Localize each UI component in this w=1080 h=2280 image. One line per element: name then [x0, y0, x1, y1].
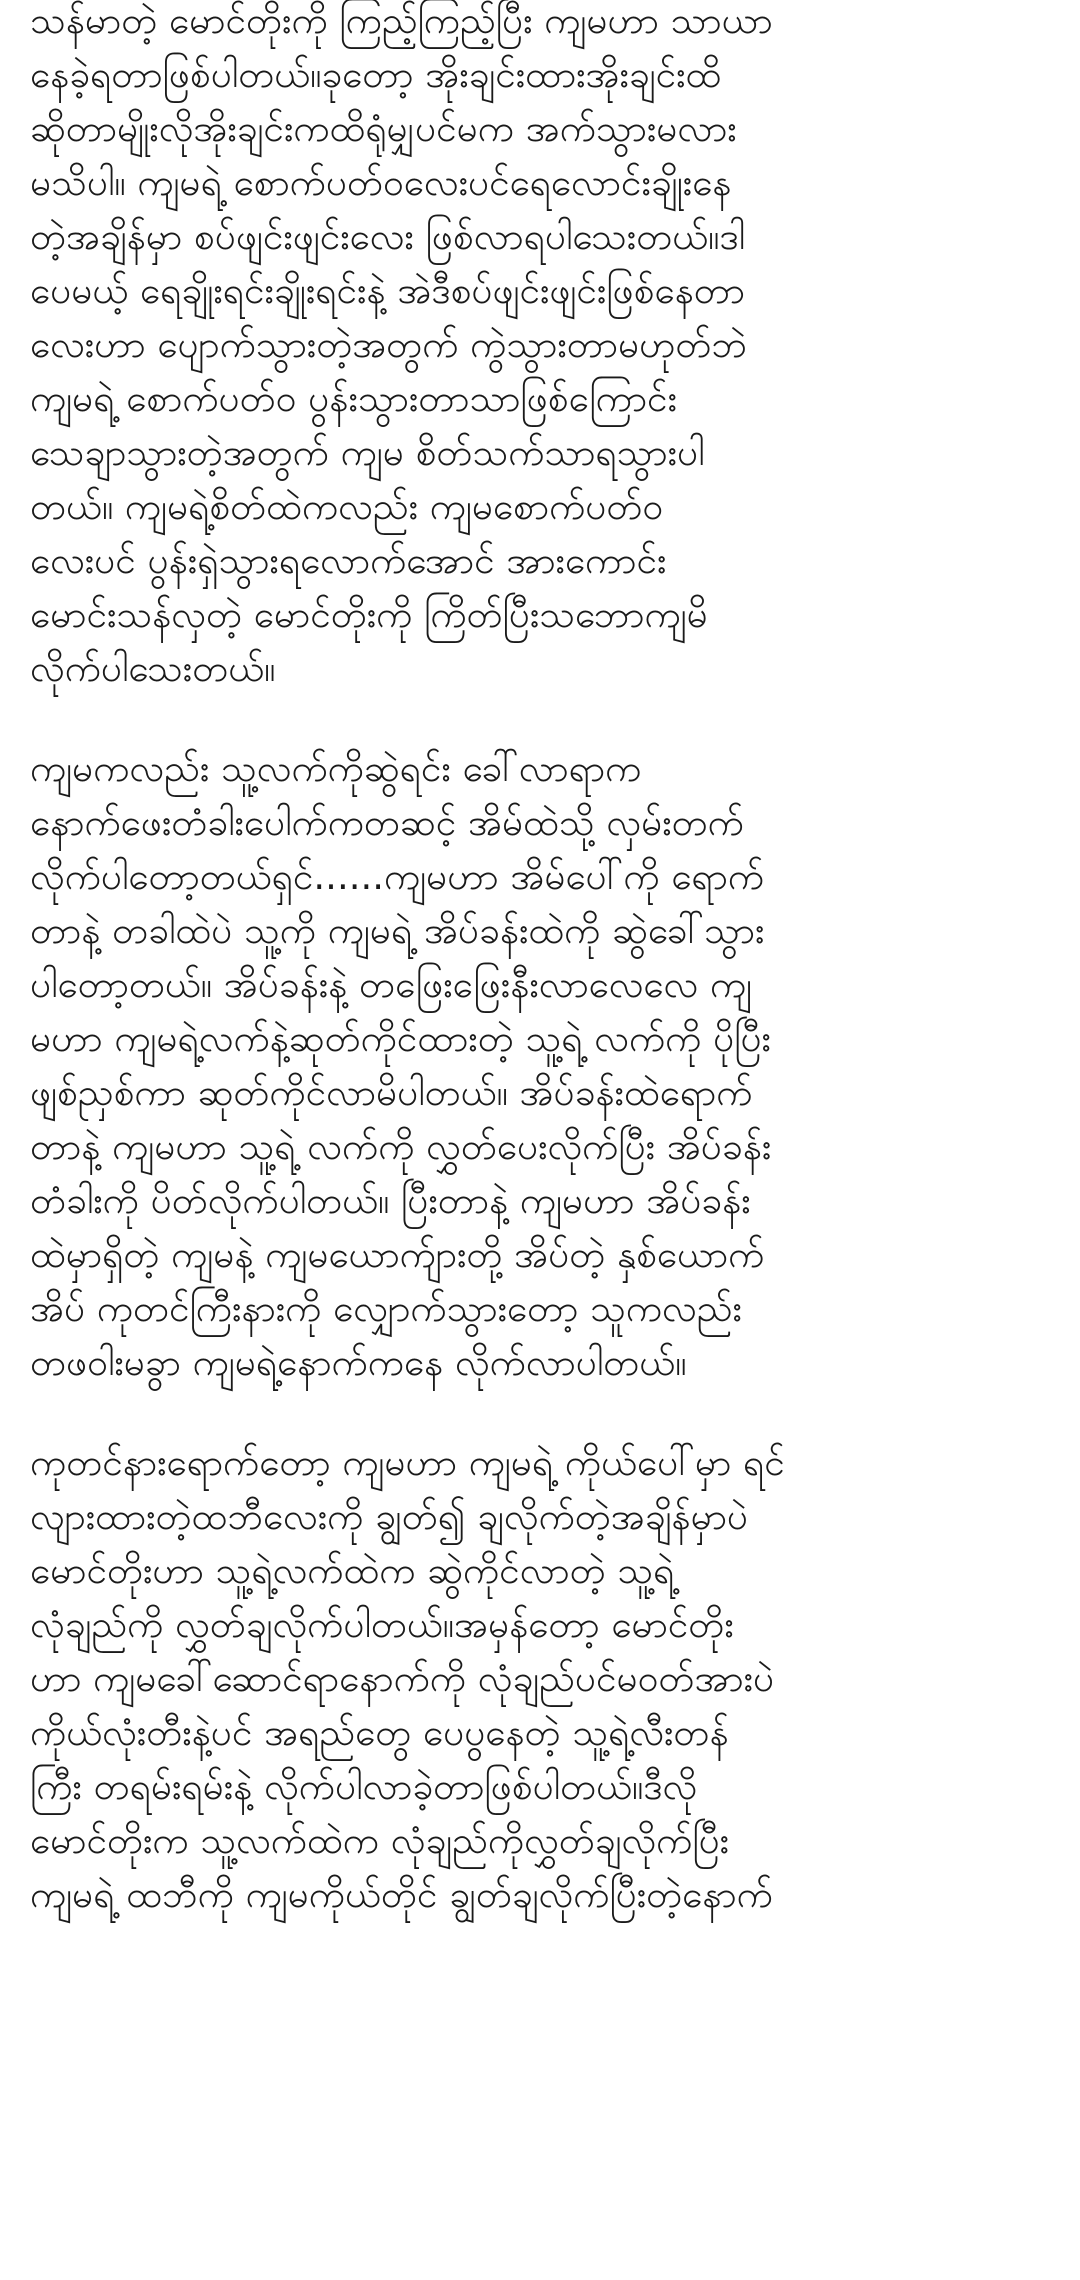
text-line: လိုက်ပါသေးတယ်။: [30, 647, 276, 690]
text-line: လေးဟာ ပျောက်သွားတဲ့အတွက် ကွဲသွားတာမဟုတ်ဘဲ: [30, 323, 747, 366]
text-line: တယ်။ ကျမရဲ့စိတ်ထဲကလည်း ကျမစောက်ပတ်ဝ: [30, 485, 664, 528]
paragraph: [30, 1436, 1050, 1922]
text-line: မဟာ ကျမရဲ့လက်နဲ့ဆုတ်ကိုင်ထားတဲ့ သူ့ရဲ့ လက်ကို ပိုပြီး: [30, 1017, 771, 1060]
text-line: ပါတော့တယ်။ အိပ်ခန်းနဲ့ တဖြေးဖြေးနီးလာလေလေ ကျ: [30, 963, 753, 1006]
text-line: တာနဲ့ ကျမဟာ သူ့ရဲ့ လက်ကို လွှတ်ပေးလိုက်ပြီး အိပ်ခန်း: [30, 1125, 772, 1168]
text-line: တံခါးကို ပိတ်လိုက်ပါတယ်။ ပြီးတာနဲ့ ကျမဟာ အိပ်ခန်း: [30, 1179, 751, 1222]
text-line: သေချာသွားတဲ့အတွက် ကျမ စိတ်သက်သာရသွားပါ: [30, 431, 705, 474]
text-line: တဲ့အချိန်မှာ စပ်ဖျင်းဖျင်းလေး ဖြစ်လာရပါသေးတယ်။ဒါ: [30, 215, 746, 258]
text-line: လုံချည်ကို လွှတ်ချလိုက်ပါတယ်။အမှန်တော့ မောင်တိုး: [30, 1603, 734, 1646]
text-line: လေးပင် ပွန်းရှဲသွားရလောက်အောင် အားကောင်း: [30, 539, 667, 582]
text-line: ကျမရဲ့ ထဘီကို ကျမကိုယ်တိုင် ချွတ်ချလိုက်ပြီးတဲ့နောက်: [30, 1873, 773, 1916]
text-line: မောင်တိုးက သူ့လက်ထဲက လုံချည်ကိုလွှတ်ချလိုက်ပြီး: [30, 1819, 730, 1862]
paragraph: [30, 0, 1050, 696]
text-line: လိုက်ပါတော့တယ်ရှင်......ကျမဟာ အိမ်ပေါ်ကို ရောက်: [30, 855, 765, 898]
article-body: [30, 0, 1050, 1968]
paragraph: [30, 742, 1050, 1390]
text-line: ကိုယ်လုံးတီးနဲ့ပင် အရည်တွေ ပေပွနေတဲ့ သူ့ရဲ့လီးတန်: [30, 1711, 729, 1754]
text-line: ကျမရဲ့ စောက်ပတ်ဝ ပွန်းသွားတာသာဖြစ်ကြောင်း: [30, 377, 677, 420]
text-line: ပေမယ့် ရေချိုးရင်းချိုးရင်းနဲ့ အဲဒီစပ်ဖျင်းဖျင်းဖြစ်နေတာ: [30, 269, 745, 312]
text-line: သန်မာတဲ့ မောင်တိုးကို ကြည့်ကြည့်ပြီး ကျမဟာ သာယာ: [30, 0, 773, 42]
text-line: တာနဲ့ တခါထဲပဲ သူ့ကို ကျမရဲ့ အိပ်ခန်းထဲကို ဆွဲခေါ်သွား: [30, 909, 765, 952]
text-line: ဆိုတာမျိုးလိုအိုးချင်းကထိရုံမျှပင်မက အက်သွားမလား: [30, 107, 737, 150]
text-line: တဖဝါးမခွာ ကျမရဲ့နောက်ကနေ လိုက်လာပါတယ်။: [30, 1341, 687, 1384]
text-line: ကြီး တရမ်းရမ်းနဲ့ လိုက်ပါလာခဲ့တာဖြစ်ပါတယ်။ဒီလို: [30, 1765, 698, 1808]
text-line: ထဲမှာရှိတဲ့ ကျမနဲ့ ကျမယောက်ျားတို့ အိပ်တဲ့ နှစ်ယောက်: [30, 1233, 765, 1276]
text-line: ဖျစ်ညှစ်ကာ ဆုတ်ကိုင်လာမိပါတယ်။ အိပ်ခန်းထဲရောက်: [30, 1071, 753, 1114]
text-line: ကုတင်နားရောက်တော့ ကျမဟာ ကျမရဲ့ ကိုယ်ပေါ်မှာ ရင်: [30, 1441, 785, 1484]
text-line: ဟာ ကျမခေါ်ဆောင်ရာနောက်ကို လုံချည်ပင်မဝတ်အားပဲ: [30, 1657, 775, 1700]
text-line: နောက်ဖေးတံခါးပေါက်ကတဆင့် အိမ်ထဲသို့ လှမ်းတက်: [30, 801, 744, 844]
text-line: အိပ် ကုတင်ကြီးနားကို လျှောက်သွားတော့ သူကလည်း: [30, 1287, 742, 1330]
text-line: မသိပါ။ ကျမရဲ့ စောက်ပတ်ဝလေးပင်ရေလောင်းချိုးနေ: [30, 161, 732, 204]
text-line: နေခဲ့ရတာဖြစ်ပါတယ်။ခုတော့ အိုးချင်းထားအိုးချင်းထိ: [30, 53, 722, 96]
text-line: မောင်းသန်လှတဲ့ မောင်တိုးကို ကြိတ်ပြီးသဘောကျမိ: [30, 593, 708, 636]
text-line: လျားထားတဲ့ထဘီလေးကို ချွတ်၍ ချလိုက်တဲ့အချိန်မှာပဲ: [30, 1495, 749, 1538]
text-line: မောင်တိုးဟာ သူ့ရဲ့လက်ထဲက ဆွဲကိုင်လာတဲ့ သူ့ရဲ့: [30, 1549, 675, 1592]
text-line: ကျမကလည်း သူ့လက်ကိုဆွဲရင်း ခေါ်လာရာက: [30, 747, 642, 790]
